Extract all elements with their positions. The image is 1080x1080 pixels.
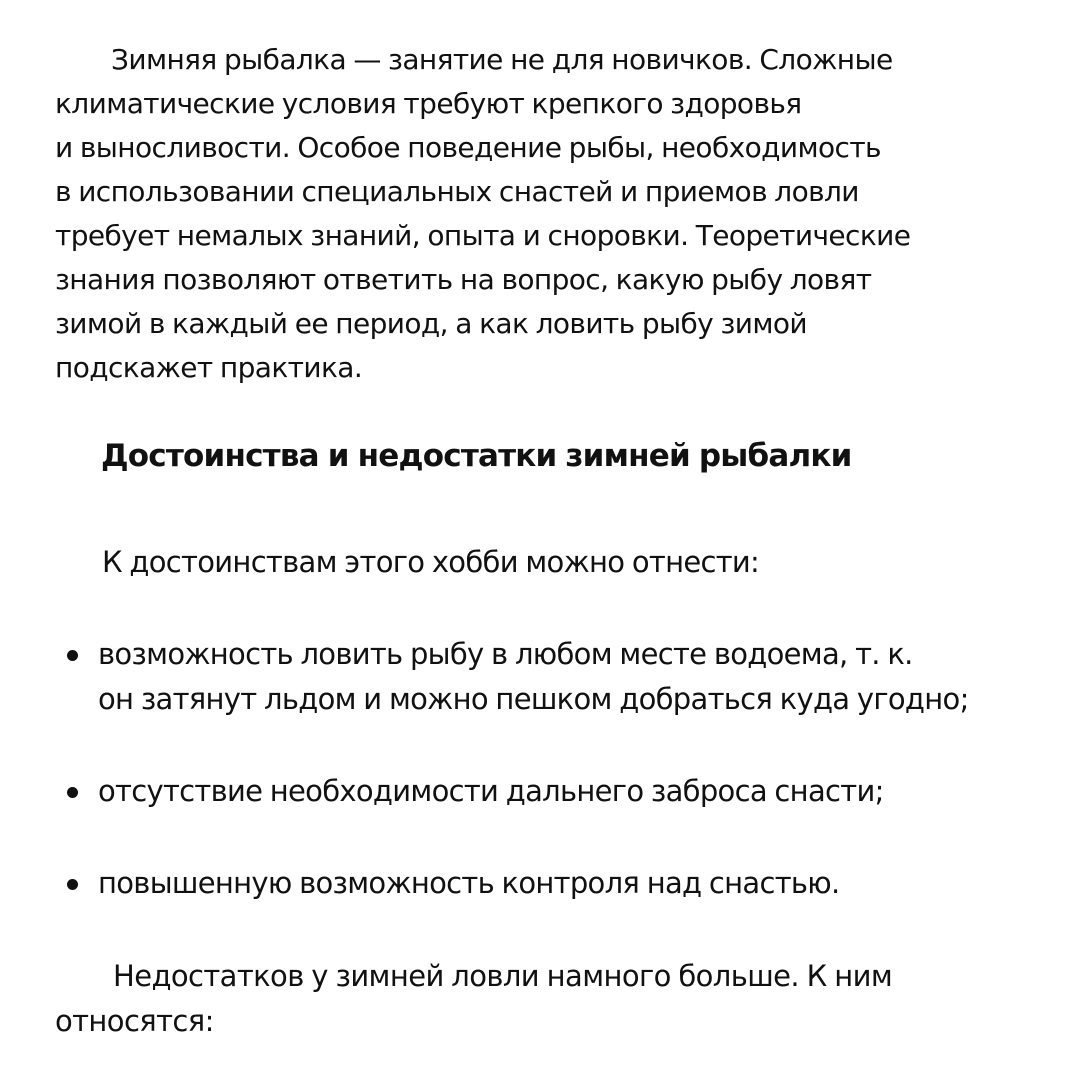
- intro-line: требует немалых знаний, опыта и сноровки. Теоретические: [55, 219, 911, 252]
- list-item-line: повышенную возможность контроля над снастью.: [98, 866, 840, 900]
- list-item: [98, 632, 1080, 722]
- bullet-icon: [67, 650, 78, 661]
- intro-line: подскажет практика.: [55, 351, 363, 384]
- disadvantages-line: относятся:: [55, 1004, 214, 1038]
- intro-line: и выносливости. Особое поведение рыбы, необходимость: [55, 131, 881, 164]
- intro-line: знания позволяют ответить на вопрос, какую рыбу ловят: [55, 263, 872, 296]
- disadvantages-lead: [55, 954, 1015, 1044]
- advantages-lead: К достоинствам этого хобби можно отнести:: [102, 545, 760, 579]
- list-item-line: возможность ловить рыбу в любом месте водоема, т. к.: [98, 637, 913, 671]
- list-item: [98, 769, 1080, 814]
- list-item-line: отсутствие необходимости дальнего заброса снасти;: [98, 774, 884, 808]
- intro-line: в использовании специальных снастей и приемов ловли: [55, 175, 859, 208]
- intro-line: зимой в каждый ее период, а как ловить рыбу зимой: [55, 307, 807, 340]
- list-item: [98, 861, 1080, 906]
- section-heading: Достоинства и недостатки зимней рыбалки: [101, 438, 852, 474]
- intro-paragraph: [55, 38, 1005, 390]
- bullet-icon: [67, 879, 78, 890]
- bullet-icon: [67, 787, 78, 798]
- disadvantages-line: Недостатков у зимней ловли намного больше. К ним: [113, 959, 893, 993]
- intro-line: климатические условия требуют крепкого здоровья: [55, 87, 802, 120]
- list-item-line: он затянут льдом и можно пешком добраться куда угодно;: [98, 682, 969, 716]
- intro-line: Зимняя рыбалка — занятие не для новичков. Сложные: [111, 43, 893, 76]
